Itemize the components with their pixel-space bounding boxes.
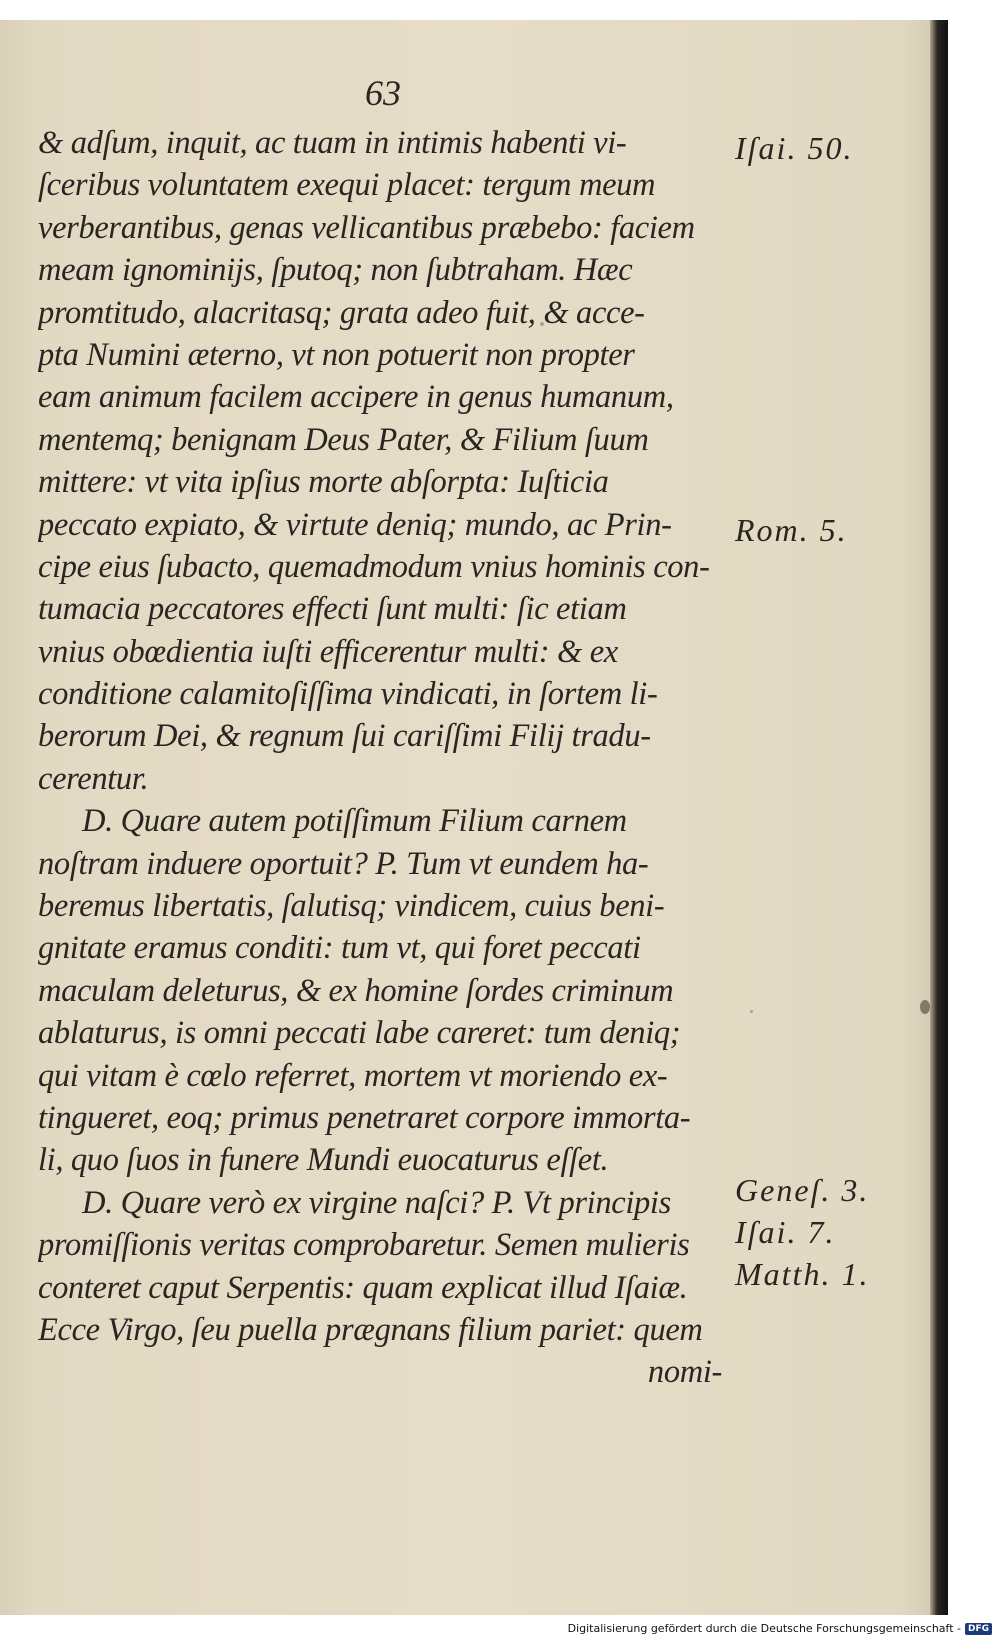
text-line: meam ignominijs, ſputoq; non ſubtraham. Hæc — [38, 252, 633, 289]
text-line: cerentur. — [38, 760, 149, 797]
text-line: promtitudo, alacritasq; grata adeo fuit, & acce- — [38, 294, 645, 331]
text-line: Ecce Virgo, ſeu puella prægnans filium pariet: quem — [38, 1311, 703, 1348]
text-line: pta Numini æterno, vt non potuerit non propter — [38, 336, 635, 373]
text-line: peccato expiato, & virtute deniq; mundo, ac Prin- — [38, 506, 672, 543]
text-line: mittere: vt vita ipſius morte abſorpta: Iuſticia — [38, 464, 609, 501]
margin-note-matth-1: Matth. 1. — [735, 1256, 870, 1292]
text-line: ablaturus, is omni peccati labe careret: tum deniq; — [38, 1015, 681, 1052]
body-text — [38, 122, 722, 1394]
text-line: promiſſionis veritas comprobaretur. Semen mulieris — [38, 1227, 690, 1264]
page-right-edge — [930, 20, 948, 1615]
text-line: D. Quare verò ex virgine naſci? P. Vt principis — [82, 1184, 671, 1221]
text-line: verberantibus, genas vellicantibus præbebo: faciem — [38, 209, 695, 246]
text-line: gnitate eramus conditi: tum vt, qui foret peccati — [38, 930, 641, 967]
text-line: ſceribus voluntatem exequi placet: tergum meum — [38, 167, 656, 204]
text-line: tumacia peccatores effecti ſunt multi: ſic etiam — [38, 591, 627, 628]
paper-speck — [920, 1000, 930, 1014]
text-line: cipe eius ſubacto, quemadmodum vnius hominis con- — [38, 548, 710, 585]
margin-note-rom-5: Rom. 5. — [735, 512, 848, 548]
margin-note-isai-7: Iſai. 7. — [735, 1214, 836, 1250]
text-line: qui vitam è cœlo referret, mortem vt moriendo ex- — [38, 1057, 668, 1094]
text-line: conditione calamitoſiſſima vindicati, in ſortem li- — [38, 676, 658, 713]
digitization-credit — [568, 1622, 992, 1635]
text-line: conteret caput Serpentis: quam explicat illud Iſaiæ. — [38, 1269, 688, 1306]
text-line: berorum Dei, & regnum ſui cariſſimi Filij tradu- — [38, 718, 651, 755]
text-line: vnius obœdientia iuſti efficerentur multi: & ex — [38, 633, 618, 670]
credit-text: Digitalisierung gefördert durch die Deutsche Forschungsgemeinschaft - — [567, 1622, 961, 1635]
text-line: li, quo ſuos in funere Mundi euocaturus eſſet. — [38, 1142, 609, 1179]
text-line: D. Quare autem potiſſimum Filium carnem — [82, 803, 627, 840]
text-line: beremus libertatis, ſalutisq; vindicem, cuius beni- — [38, 888, 665, 925]
text-line: & adſum, inquit, ac tuam in intimis habenti vi- — [38, 125, 627, 161]
text-line: tingueret, eoq; primus penetraret corpore immorta- — [38, 1099, 691, 1136]
catchword: nomi- — [647, 1354, 722, 1391]
text-line: eam animum facilem accipere in genus humanum, — [38, 379, 674, 416]
dfg-logo: DFG — [965, 1623, 992, 1635]
text-line: maculam deleturus, & ex homine ſordes criminum — [38, 972, 674, 1009]
text-line: mentemq; benignam Deus Pater, & Filium ſuum — [38, 421, 649, 458]
margin-note-isai-50: Iſai. 50. — [735, 130, 854, 166]
text-line: noſtram induere oportuit? P. Tum vt eundem ha- — [38, 845, 649, 882]
margin-note-genes-3: Geneſ. 3. — [735, 1172, 870, 1208]
page-number: 63 — [365, 73, 401, 113]
paper-speck — [750, 1010, 753, 1013]
